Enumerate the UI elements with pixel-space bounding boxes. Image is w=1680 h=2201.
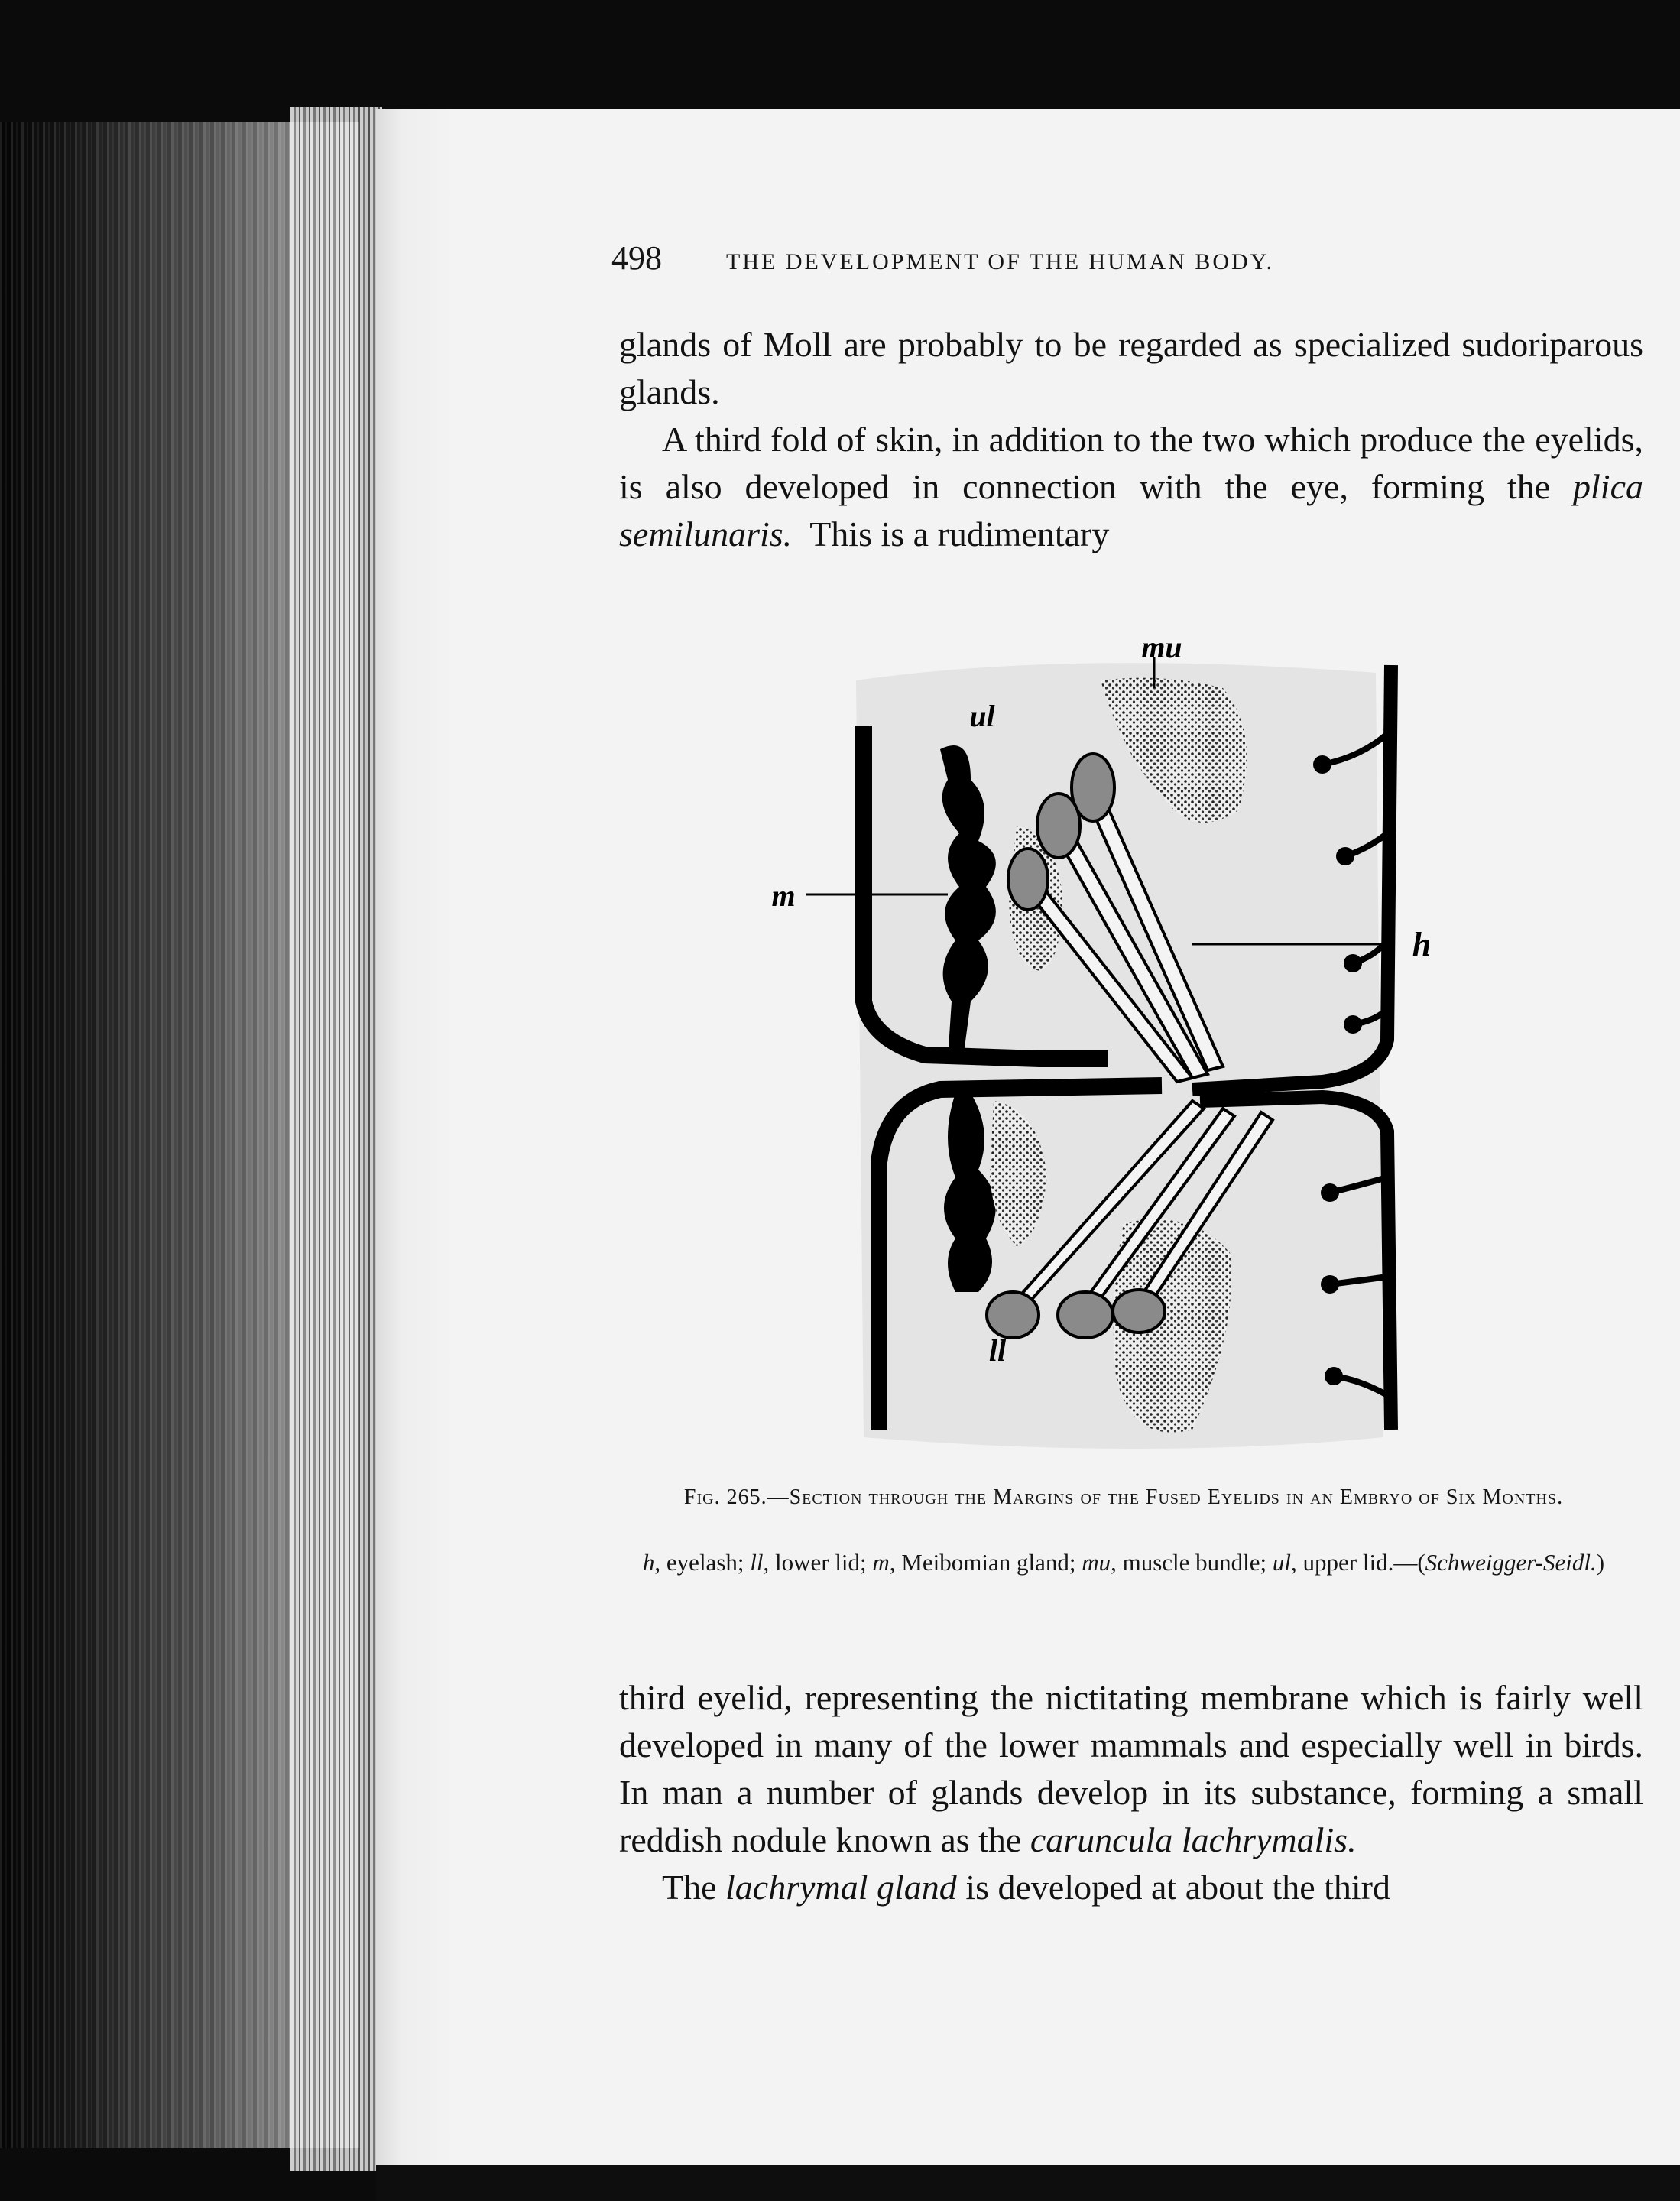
legend-abbrev: ll: [750, 1549, 764, 1576]
label-ll: ll: [988, 1333, 1007, 1368]
paragraph-text: third eyelid, representing the nictitating membrane which is fairly well developed in many of the lower mammals and especially well in birds. In man a number of glands develop in its substance, forming a small reddish nodule known as the: [619, 1678, 1643, 1859]
text-block-bottom: [619, 1674, 1643, 1911]
paragraph-third-eyelid: [619, 1674, 1643, 1864]
italic-term: lachrymal gland: [725, 1868, 957, 1907]
legend-abbrev: mu: [1082, 1549, 1111, 1576]
eyelid-section-figure: [764, 642, 1490, 1468]
legend-source: Schweigger-Seidl.: [1425, 1549, 1597, 1576]
page-number: 498: [611, 239, 662, 277]
italic-term: caruncula lachrymalis.: [1030, 1820, 1357, 1859]
label-ul: ul: [969, 699, 995, 733]
page-bottom-shadow: [376, 2165, 1680, 2201]
legend-text: ): [1596, 1549, 1605, 1576]
label-m: m: [771, 878, 796, 913]
label-mu: mu: [1141, 642, 1182, 664]
paragraph-text: A third fold of skin, in addition to the two which produce the eyelids, is also developed in connection with the eye, forming the: [619, 420, 1643, 506]
paragraph-text: is developed at about the third: [965, 1868, 1390, 1907]
legend-abbrev: m: [872, 1549, 890, 1576]
paragraph-text: This is a rudimentary: [809, 515, 1110, 553]
paragraph-continuation: glands of Moll are probably to be regarded as specialized sudoriparous glands.: [619, 325, 1643, 411]
paragraph-lachrymal: [619, 1864, 1643, 1911]
legend-text: , eyelash;: [654, 1549, 751, 1576]
italic-term: plica semilunaris.: [619, 467, 1643, 553]
label-h: h: [1412, 926, 1432, 963]
page-header: [611, 239, 1643, 284]
legend-text: , muscle bundle;: [1111, 1549, 1273, 1576]
legend-text: , Meibomian gland;: [889, 1549, 1082, 1576]
paragraph-plica: [619, 416, 1643, 558]
legend-text: , lower lid;: [763, 1549, 873, 1576]
running-head: THE DEVELOPMENT OF THE HUMAN BODY.: [726, 249, 1275, 274]
legend-abbrev: ul: [1272, 1549, 1292, 1576]
page-block-edge: [290, 107, 382, 2171]
figure-caption-legend: [596, 1548, 1651, 1577]
paragraph-text: The: [662, 1868, 717, 1907]
figure-caption-title: Fig. 265.—Section through the Margins of the Fused Eyelids in an Embryo of Six Months.: [683, 1485, 1564, 1509]
text-block-top: [619, 321, 1643, 558]
legend-text: , upper lid.—(: [1291, 1549, 1425, 1576]
legend-abbrev: h: [642, 1549, 655, 1576]
